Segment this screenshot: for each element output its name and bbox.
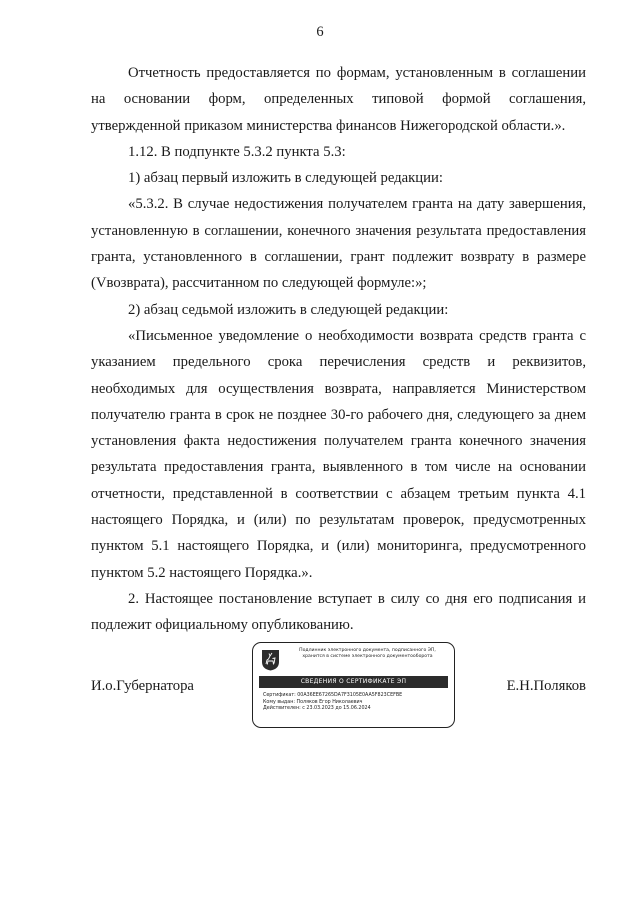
electronic-signature-stamp (252, 642, 455, 728)
signatory-name: Е.Н.Поляков (506, 678, 586, 694)
paragraph-reporting-forms: Отчетность предоставляется по формам, установленным в соглашении на основании форм, определенных типовой формой соглашения, утвержденной приказом министерства финансов Нижегородской области.». (91, 65, 586, 134)
stamp-header-line: хранится в системе электронного документооборота (302, 654, 433, 660)
paragraph-subitem-2: 2) абзац седьмой изложить в следующей редакции: (128, 301, 449, 318)
paragraph-effective-date: 2. Настоящее постановление вступает в силу со дня его подписания и подлежит официальному опубликованию. (91, 590, 586, 634)
page-number: 6 (316, 24, 324, 40)
paragraph-subitem-1: 1) абзац первый изложить в следующей редакции: (128, 170, 443, 187)
coat-of-arms-deer-icon (261, 649, 280, 671)
paragraph-quote-5-3-2: «5.3.2. В случае недостижения получателем гранта на дату завершения, установленную в соглашении, конечного значения результата предоставления гранта, установленного в соглашении, грант подлежит возврату в размере (Vвозврата), рассчитанном по следующей формуле:»; (91, 196, 586, 292)
stamp-header (285, 648, 450, 660)
stamp-validity: Действителен: с 23.03.2023 до 15.06.2024 (263, 706, 371, 712)
document-body (91, 60, 586, 639)
stamp-header-line: Подлинник электронного документа, подписанного ЭП, (299, 648, 436, 653)
stamp-title-bar: СВЕДЕНИЯ О СЕРТИФИКАТЕ ЭП (259, 676, 448, 688)
stamp-certificate: Сертификат: 00A36EE67265DA7F3105E0AA5F823CEFBE (263, 693, 403, 698)
paragraph-quote-notification: «Письменное уведомление о необходимости возврата средств гранта с указанием предельного срока перечисления средств и реквизитов, необходимых для осуществления возврата, направляется Министерством получателю гранта в срок не позднее 30-го рабочего дня, следующего за днем установления факта недостижения получателем гранта конечного значения результата предоставления гранта, выявленного в том числе на основании отчетности, представленной в соответствии с абзацем третьим пункта 4.1 настоящего Порядка, и (или) по результатам проверок, предусмотренных пунктом 5.1 настоящего Порядка, и (или) мониторинга, предусмотренного пунктом 5.2 настоящего Порядка.». (91, 327, 586, 581)
stamp-issued-to: Кому выдан: Поляков Егор Николаевич (263, 699, 363, 705)
stamp-details (263, 693, 451, 713)
signatory-position: И.о.Губернатора (91, 678, 194, 694)
paragraph-item-1-12: 1.12. В подпункте 5.3.2 пункта 5.3: (128, 143, 346, 160)
